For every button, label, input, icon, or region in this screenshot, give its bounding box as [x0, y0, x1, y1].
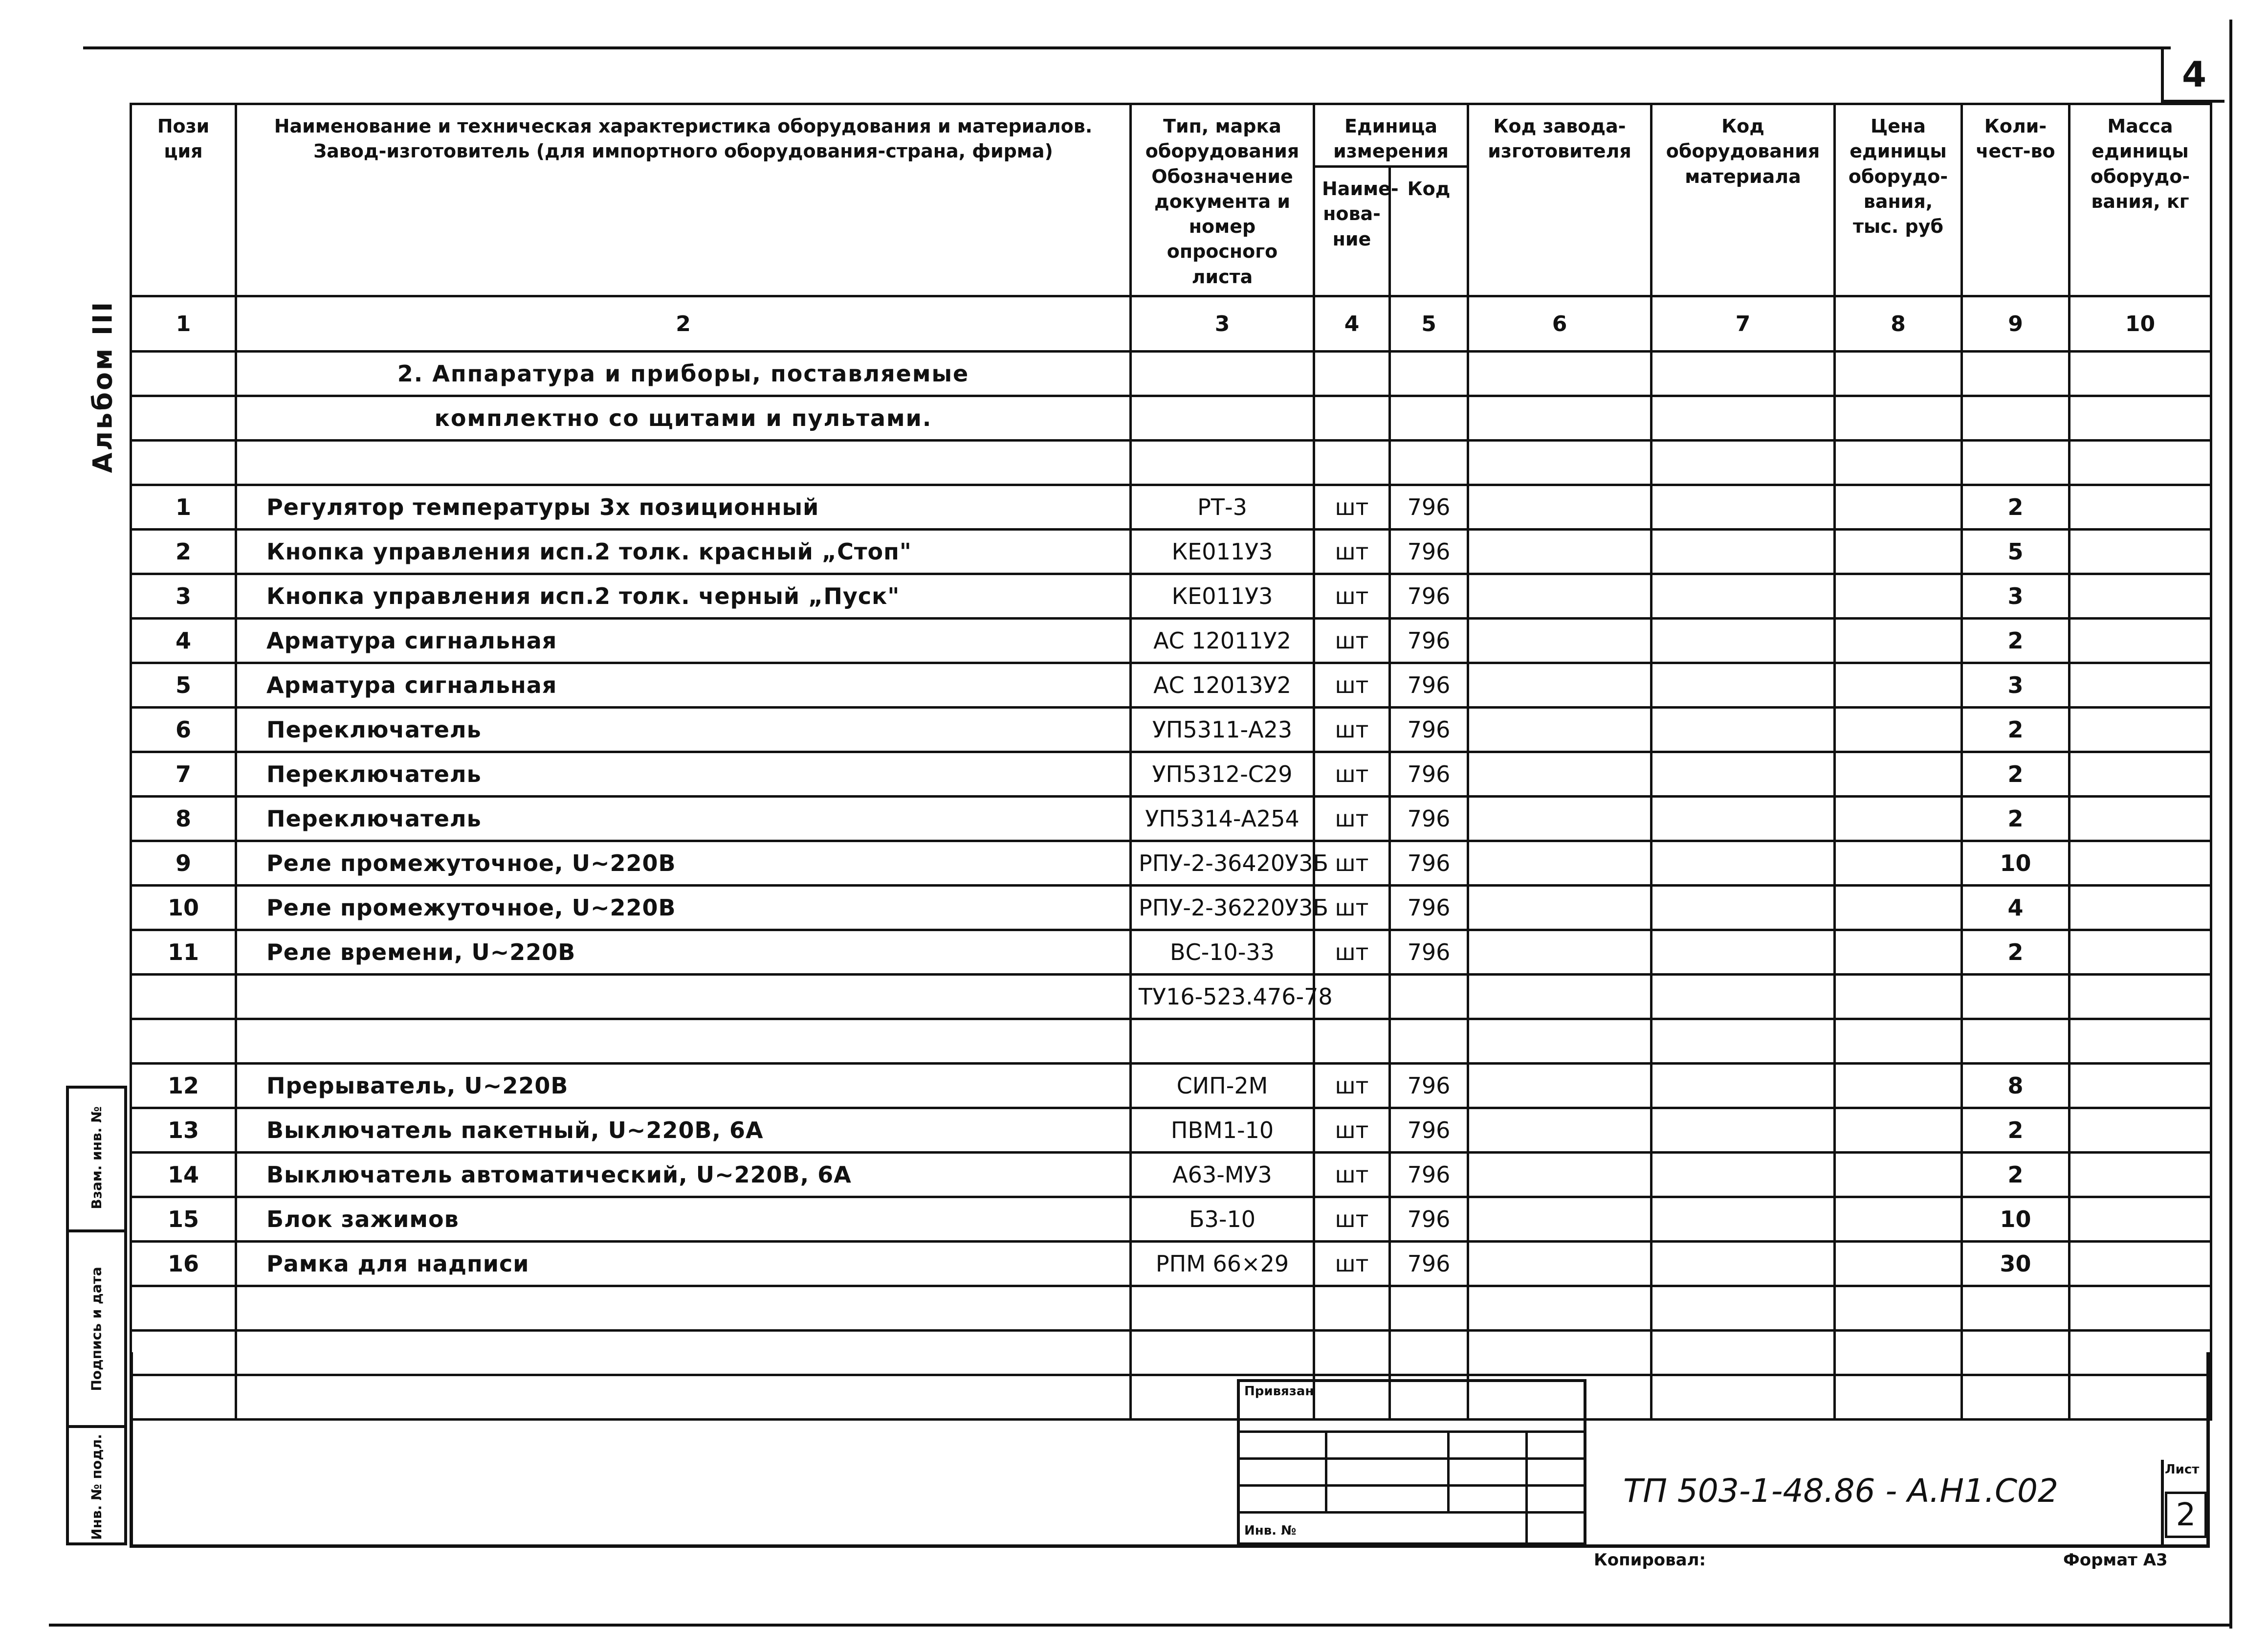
header-name: Наименование и техническая характеристика оборудования и материалов. Завод-изготовитель (для импортного оборудования-страна, фирма)	[236, 104, 1131, 296]
row-unit-code: 796	[1390, 1197, 1468, 1242]
row-price	[1835, 708, 1962, 752]
row-price	[1835, 1153, 1962, 1197]
section-title-row	[131, 396, 2211, 441]
row-price	[1835, 619, 1962, 663]
row-quantity	[1962, 1019, 2070, 1064]
row-quantity	[1962, 1286, 2070, 1331]
row-position: 13	[131, 1108, 236, 1153]
row-mass	[2070, 619, 2211, 663]
row-unit-code: 796	[1390, 1242, 1468, 1286]
row-equipment-code	[1651, 975, 1835, 1019]
row-unit-code: 796	[1390, 485, 1468, 530]
row-price	[1835, 752, 1962, 797]
row-position: 9	[131, 841, 236, 886]
table-row	[131, 886, 2211, 930]
table-row	[131, 797, 2211, 841]
row-name: Выключатель пакетный, U~220В, 6А	[236, 1108, 1131, 1153]
row-type: КЕ011У3	[1131, 530, 1314, 574]
row-mass	[2070, 797, 2211, 841]
row-factory-code	[1468, 708, 1651, 752]
row-quantity	[1962, 975, 2070, 1019]
row-unit-code: 796	[1390, 530, 1468, 574]
stamp-divider	[1237, 1511, 1586, 1514]
header-quantity: Коли-чест-во	[1962, 104, 2070, 296]
row-quantity: 30	[1962, 1242, 2070, 1286]
row-unit-code: 796	[1390, 930, 1468, 975]
row-unit-code	[1390, 1019, 1468, 1064]
col-number: 8	[1835, 296, 1962, 352]
row-unit-code: 796	[1390, 708, 1468, 752]
row-name	[236, 1286, 1131, 1331]
row-mass	[2070, 975, 2211, 1019]
row-name: Переключатель	[236, 708, 1131, 752]
row-price	[1835, 1197, 1962, 1242]
row-quantity: 2	[1962, 752, 2070, 797]
row-quantity: 2	[1962, 797, 2070, 841]
row-quantity: 3	[1962, 663, 2070, 708]
row-equipment-code	[1651, 1064, 1835, 1108]
row-equipment-code	[1651, 574, 1835, 619]
row-name: Блок зажимов	[236, 1197, 1131, 1242]
side-cell-signature	[66, 1232, 127, 1428]
table-row	[131, 975, 2211, 1019]
row-unit-code: 796	[1390, 797, 1468, 841]
row-position: 14	[131, 1153, 236, 1197]
side-cell-inventory	[66, 1428, 127, 1545]
row-unit-code: 796	[1390, 574, 1468, 619]
table-row	[131, 1108, 2211, 1153]
row-mass	[2070, 708, 2211, 752]
col-number: 4	[1314, 296, 1390, 352]
col-number: 1	[131, 296, 236, 352]
table-row	[131, 619, 2211, 663]
row-unit: шт	[1314, 708, 1390, 752]
col-number: 2	[236, 296, 1131, 352]
row-equipment-code	[1651, 886, 1835, 930]
col-number: 3	[1131, 296, 1314, 352]
row-factory-code	[1468, 1242, 1651, 1286]
item-rows	[131, 485, 2211, 1420]
row-equipment-code	[1651, 1108, 1835, 1153]
table-row	[131, 663, 2211, 708]
row-factory-code	[1468, 1197, 1651, 1242]
row-unit: шт	[1314, 930, 1390, 975]
row-equipment-code	[1651, 530, 1835, 574]
stamp-divider	[1325, 1430, 1327, 1511]
row-unit: шт	[1314, 1242, 1390, 1286]
table-row	[131, 530, 2211, 574]
row-unit-code: 796	[1390, 1153, 1468, 1197]
row-unit-code	[1390, 975, 1468, 1019]
row-mass	[2070, 574, 2211, 619]
col-number: 9	[1962, 296, 2070, 352]
row-unit-code: 796	[1390, 752, 1468, 797]
section-title-row	[131, 352, 2211, 396]
side-label-inventory: Инв. № подл.	[88, 1433, 105, 1540]
stamp-divider	[1237, 1484, 1586, 1487]
row-equipment-code	[1651, 1153, 1835, 1197]
row-mass	[2070, 1197, 2211, 1242]
row-position	[131, 1019, 236, 1064]
row-type: РПУ-2-36220У3Б	[1131, 886, 1314, 930]
row-unit-code: 796	[1390, 663, 1468, 708]
row-factory-code	[1468, 1108, 1651, 1153]
col-number: 7	[1651, 296, 1835, 352]
row-equipment-code	[1651, 619, 1835, 663]
table-row	[131, 1242, 2211, 1286]
row-equipment-code	[1651, 1242, 1835, 1286]
row-factory-code	[1468, 841, 1651, 886]
row-mass	[2070, 930, 2211, 975]
row-factory-code	[1468, 485, 1651, 530]
row-unit: шт	[1314, 1197, 1390, 1242]
title-block-frame	[130, 1352, 2210, 1548]
header-type: Тип, марка оборудования Обозначение документа и номер опросного листа	[1131, 104, 1314, 296]
header-factory-code: Код завода-изготовителя	[1468, 104, 1651, 296]
row-mass	[2070, 886, 2211, 930]
stamp-divider	[1525, 1430, 1528, 1545]
row-mass	[2070, 752, 2211, 797]
row-price	[1835, 1019, 1962, 1064]
header-position: Пози ция	[131, 104, 236, 296]
row-price	[1835, 1242, 1962, 1286]
row-unit-code	[1390, 1286, 1468, 1331]
row-type: РПМ 66×29	[1131, 1242, 1314, 1286]
row-mass	[2070, 663, 2211, 708]
row-price	[1835, 975, 1962, 1019]
format-label: Формат А3	[2063, 1550, 2168, 1570]
top-border-line	[83, 46, 2171, 49]
row-type: ТУ16-523.476-78	[1131, 975, 1314, 1019]
bottom-border-line	[49, 1624, 2229, 1627]
row-factory-code	[1468, 1064, 1651, 1108]
col-number: 6	[1468, 296, 1651, 352]
row-quantity: 2	[1962, 930, 2070, 975]
row-equipment-code	[1651, 1286, 1835, 1331]
row-position: 7	[131, 752, 236, 797]
row-type: КЕ011У3	[1131, 574, 1314, 619]
row-type: ПВМ1-10	[1131, 1108, 1314, 1153]
album-label	[73, 300, 132, 473]
table-row	[131, 841, 2211, 886]
binding-stamp-inventory: Инв. №	[1244, 1523, 1297, 1538]
header-row-top	[131, 104, 2211, 167]
header-equipment-code: Код оборудования материала	[1651, 104, 1835, 296]
row-unit: шт	[1314, 485, 1390, 530]
table-row	[131, 1019, 2211, 1064]
album-label-text: Альбом III	[87, 300, 118, 473]
row-type: Б3-10	[1131, 1197, 1314, 1242]
row-position: 2	[131, 530, 236, 574]
row-equipment-code	[1651, 485, 1835, 530]
row-unit	[1314, 1286, 1390, 1331]
header-unit-code: Код	[1390, 167, 1468, 296]
row-name: Реле промежуточное, U~220В	[236, 886, 1131, 930]
table-row	[131, 930, 2211, 975]
row-type: ВС-10-33	[1131, 930, 1314, 975]
side-label-replacement: Взам. инв. №	[88, 1106, 105, 1209]
row-name: Переключатель	[236, 797, 1131, 841]
row-equipment-code	[1651, 708, 1835, 752]
header-unit-name: Наиме-нова-ние	[1314, 167, 1390, 296]
row-type: УП5314-А254	[1131, 797, 1314, 841]
row-price	[1835, 1064, 1962, 1108]
row-equipment-code	[1651, 1019, 1835, 1064]
row-position: 11	[131, 930, 236, 975]
table-row	[131, 1197, 2211, 1242]
row-position: 1	[131, 485, 236, 530]
row-unit-code: 796	[1390, 841, 1468, 886]
row-mass	[2070, 1019, 2211, 1064]
col-number: 10	[2070, 296, 2211, 352]
row-position	[131, 975, 236, 1019]
row-name: Прерыватель, U~220В	[236, 1064, 1131, 1108]
row-unit: шт	[1314, 619, 1390, 663]
row-name: Реле промежуточное, U~220В	[236, 841, 1131, 886]
row-price	[1835, 574, 1962, 619]
row-position: 16	[131, 1242, 236, 1286]
row-price	[1835, 886, 1962, 930]
row-unit-code: 796	[1390, 619, 1468, 663]
row-type: РПУ-2-36420У3Б	[1131, 841, 1314, 886]
row-quantity: 4	[1962, 886, 2070, 930]
row-quantity: 2	[1962, 1108, 2070, 1153]
row-unit: шт	[1314, 663, 1390, 708]
row-factory-code	[1468, 574, 1651, 619]
row-type: УП5312-С29	[1131, 752, 1314, 797]
row-factory-code	[1468, 1153, 1651, 1197]
row-position	[131, 1286, 236, 1331]
section-title-line-2: комплектно со щитами и пультами.	[236, 396, 1131, 441]
row-price	[1835, 485, 1962, 530]
row-type	[1131, 1019, 1314, 1064]
row-quantity: 10	[1962, 841, 2070, 886]
corner-page-number: 4	[2161, 49, 2224, 103]
row-unit-code: 796	[1390, 1064, 1468, 1108]
sheet-number: 2	[2165, 1492, 2207, 1538]
row-name: Реле времени, U~220В	[236, 930, 1131, 975]
row-unit	[1314, 1019, 1390, 1064]
row-unit: шт	[1314, 574, 1390, 619]
row-unit: шт	[1314, 530, 1390, 574]
row-equipment-code	[1651, 663, 1835, 708]
row-unit: шт	[1314, 1064, 1390, 1108]
stamp-divider	[1447, 1430, 1450, 1511]
row-position: 15	[131, 1197, 236, 1242]
header-price: Цена единицы оборудо-вания, тыс. руб	[1835, 104, 1962, 296]
row-factory-code	[1468, 975, 1651, 1019]
row-type	[1131, 1286, 1314, 1331]
row-name	[236, 975, 1131, 1019]
row-factory-code	[1468, 797, 1651, 841]
row-mass	[2070, 1108, 2211, 1153]
row-unit: шт	[1314, 797, 1390, 841]
row-position: 3	[131, 574, 236, 619]
row-unit: шт	[1314, 1153, 1390, 1197]
table-row	[131, 752, 2211, 797]
row-position: 4	[131, 619, 236, 663]
row-price	[1835, 530, 1962, 574]
specification-table	[130, 103, 2212, 1421]
row-name: Переключатель	[236, 752, 1131, 797]
row-type: АС 12013У2	[1131, 663, 1314, 708]
row-price	[1835, 663, 1962, 708]
stamp-divider	[1237, 1430, 1586, 1433]
row-price	[1835, 1108, 1962, 1153]
side-cell-replacement	[66, 1086, 127, 1232]
col-number: 5	[1390, 296, 1468, 352]
row-price	[1835, 797, 1962, 841]
row-name: Выключатель автоматический, U~220В, 6А	[236, 1153, 1131, 1197]
row-factory-code	[1468, 752, 1651, 797]
row-mass	[2070, 1286, 2211, 1331]
row-type: УП5311-А23	[1131, 708, 1314, 752]
row-type: РТ-3	[1131, 485, 1314, 530]
row-unit: шт	[1314, 752, 1390, 797]
row-quantity: 2	[1962, 619, 2070, 663]
row-quantity: 3	[1962, 574, 2070, 619]
row-equipment-code	[1651, 752, 1835, 797]
row-quantity: 5	[1962, 530, 2070, 574]
row-name: Арматура сигнальная	[236, 663, 1131, 708]
sheet-label: Лист	[2165, 1462, 2200, 1477]
stamp-divider	[1237, 1457, 1586, 1460]
document-code: ТП 503-1-48.86 - А.Н1.С02	[1623, 1472, 2059, 1510]
row-mass	[2070, 1064, 2211, 1108]
row-unit: шт	[1314, 886, 1390, 930]
right-border-line	[2229, 20, 2232, 1629]
row-mass	[2070, 485, 2211, 530]
side-label-signature: Подпись и дата	[88, 1266, 105, 1391]
row-equipment-code	[1651, 797, 1835, 841]
row-name: Кнопка управления исп.2 толк. черный „Пуск"	[236, 574, 1131, 619]
spacer-row	[131, 441, 2211, 485]
row-position: 5	[131, 663, 236, 708]
row-name: Рамка для надписи	[236, 1242, 1131, 1286]
binding-stamp	[1237, 1379, 1586, 1545]
row-quantity: 2	[1962, 708, 2070, 752]
row-name: Регулятор температуры 3х позиционный	[236, 485, 1131, 530]
binding-stamp-title: Привязан	[1244, 1384, 1314, 1399]
row-mass	[2070, 1242, 2211, 1286]
table-row	[131, 1286, 2211, 1331]
row-type: АС 12011У2	[1131, 619, 1314, 663]
header-unit-group: Единица измерения	[1314, 104, 1468, 167]
row-unit: шт	[1314, 1108, 1390, 1153]
row-name	[236, 1019, 1131, 1064]
row-factory-code	[1468, 663, 1651, 708]
row-type: СИП-2М	[1131, 1064, 1314, 1108]
row-position: 12	[131, 1064, 236, 1108]
row-factory-code	[1468, 530, 1651, 574]
row-price	[1835, 930, 1962, 975]
row-name: Арматура сигнальная	[236, 619, 1131, 663]
header-mass: Масса единицы оборудо-вания, кг	[2070, 104, 2211, 296]
row-equipment-code	[1651, 841, 1835, 886]
row-name: Кнопка управления исп.2 толк. красный „Стоп"	[236, 530, 1131, 574]
row-unit-code: 796	[1390, 886, 1468, 930]
row-factory-code	[1468, 930, 1651, 975]
row-position: 8	[131, 797, 236, 841]
copied-by-label: Копировал:	[1594, 1550, 1706, 1570]
row-mass	[2070, 530, 2211, 574]
row-type: А63-МУ3	[1131, 1153, 1314, 1197]
row-price	[1835, 841, 1962, 886]
row-position: 10	[131, 886, 236, 930]
row-unit: шт	[1314, 841, 1390, 886]
row-factory-code	[1468, 619, 1651, 663]
row-mass	[2070, 841, 2211, 886]
row-equipment-code	[1651, 930, 1835, 975]
row-quantity: 2	[1962, 1153, 2070, 1197]
table-row	[131, 1153, 2211, 1197]
row-quantity: 8	[1962, 1064, 2070, 1108]
row-factory-code	[1468, 1019, 1651, 1064]
row-factory-code	[1468, 886, 1651, 930]
table-row	[131, 708, 2211, 752]
row-mass	[2070, 1153, 2211, 1197]
row-position: 6	[131, 708, 236, 752]
table-row	[131, 485, 2211, 530]
row-price	[1835, 1286, 1962, 1331]
section-title-line-1: 2. Аппаратура и приборы, поставляемые	[236, 352, 1131, 396]
table-row	[131, 574, 2211, 619]
row-quantity: 2	[1962, 485, 2070, 530]
column-number-row	[131, 296, 2211, 352]
row-factory-code	[1468, 1286, 1651, 1331]
table-row	[131, 1064, 2211, 1108]
row-equipment-code	[1651, 1197, 1835, 1242]
row-unit-code: 796	[1390, 1108, 1468, 1153]
row-quantity: 10	[1962, 1197, 2070, 1242]
